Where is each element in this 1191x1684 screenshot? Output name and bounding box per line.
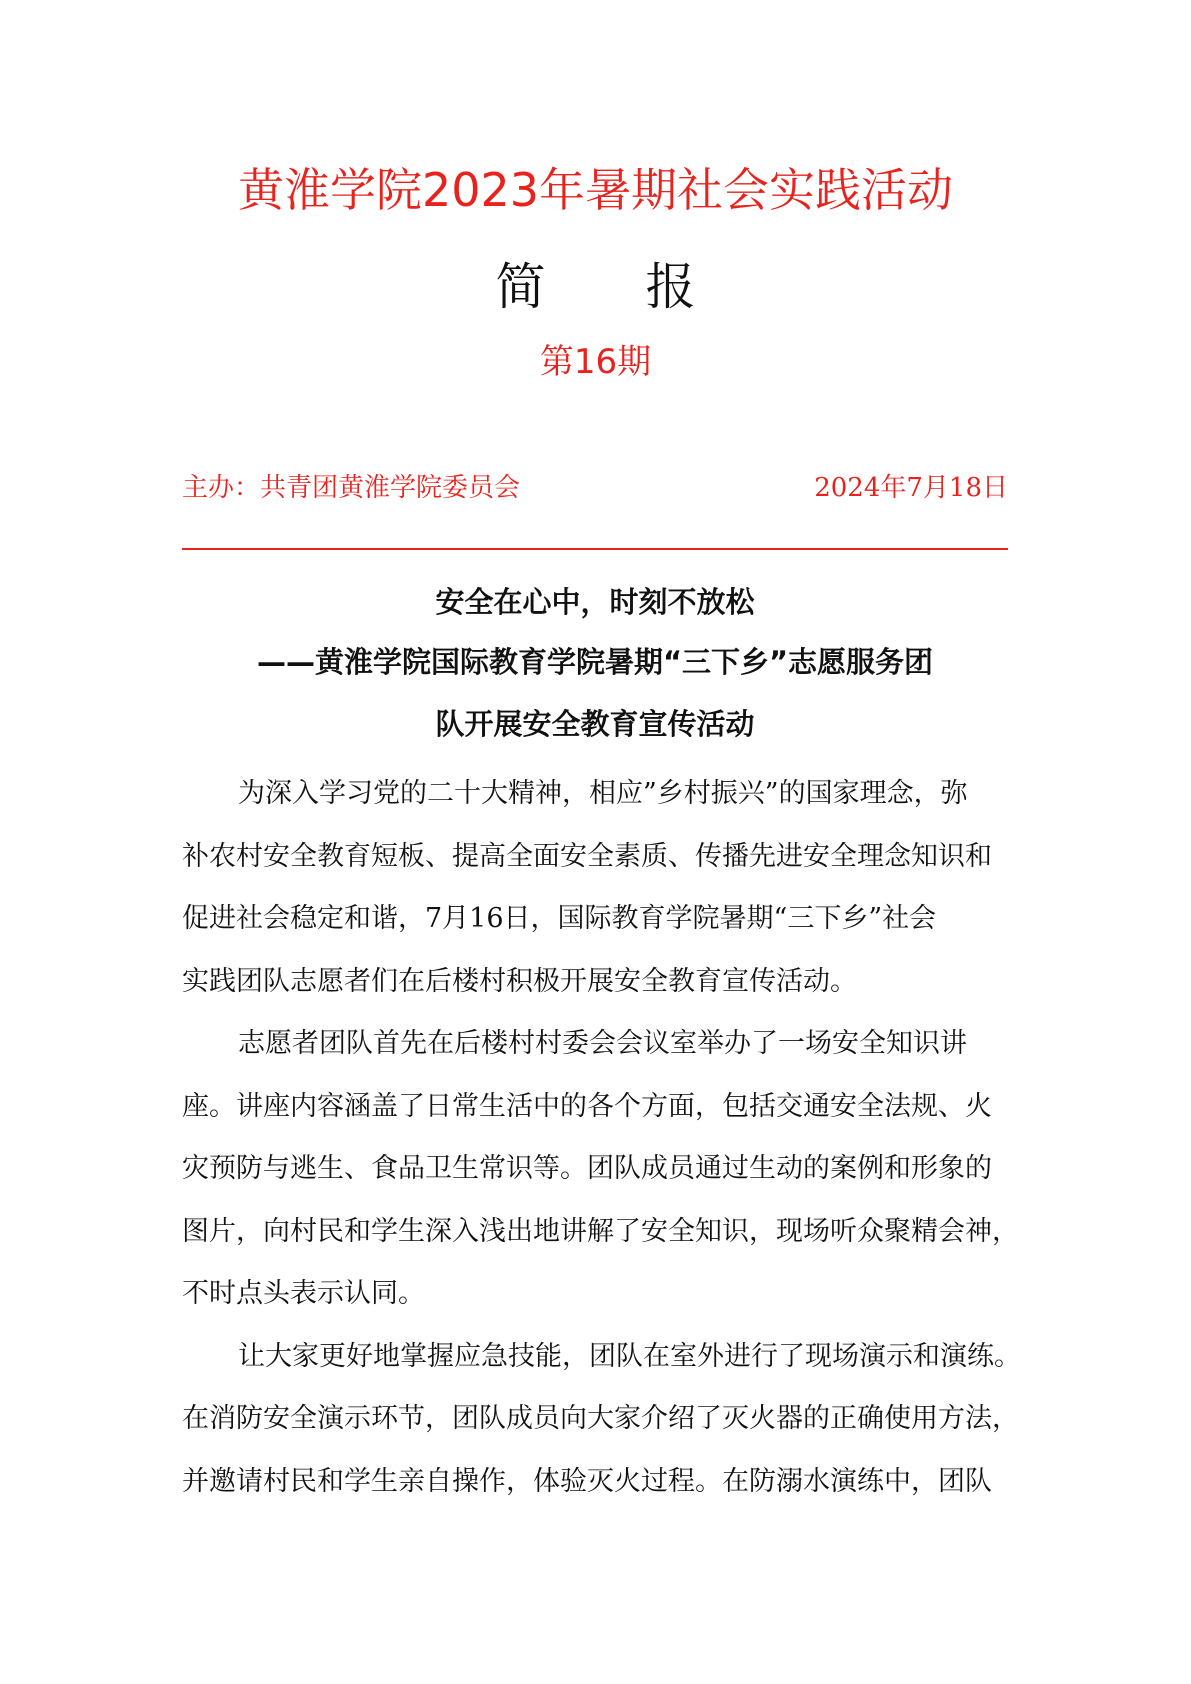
issue-number: 第16期 — [539, 342, 652, 382]
paragraph-line: 志愿者团队首先在后楼村村委会会议室举办了一场安全知识讲 — [238, 1028, 967, 1059]
paragraph-line: 在消防安全演示环节，团队成员向大家介绍了灭火器的正确使用方法， — [182, 1403, 1019, 1434]
paragraph-line: 促进社会稳定和谐，7月16日，国际教育学院暑期“三下乡”社会 — [182, 903, 937, 934]
paragraph-line: 实践团队志愿者们在后楼村积极开展安全教育宣传活动。 — [182, 965, 857, 997]
bulletin-title: 黄淮学院2023年暑期社会实践活动 — [237, 163, 954, 217]
article-body — [182, 763, 1022, 1513]
article-subtitle-line-1: ——黄淮学院国际教育学院暑期“三下乡”志愿服务团 — [256, 645, 934, 679]
paragraph-line: 座。讲座内容涵盖了日常生活中的各个方面，包括交通安全法规、火 — [182, 1090, 992, 1122]
red-divider — [182, 548, 1008, 550]
publish-date: 2024年7月18日 — [814, 473, 1008, 503]
paragraph-line: 图片，向村民和学生深入浅出地讲解了安全知识，现场听众聚精会神， — [182, 1215, 1019, 1247]
article-subtitle-line-2: 队开展安全教育宣传活动 — [435, 707, 755, 741]
organizer: 主办：共青团黄淮学院委员会 — [182, 473, 521, 503]
paragraph-line: 并邀请村民和学生亲自操作，体验灭火过程。在防溺水演练中，团队 — [182, 1465, 992, 1497]
paragraph-line: 为深入学习党的二十大精神，相应”乡村振兴”的国家理念，弥 — [238, 778, 968, 809]
article-title: 安全在心中，时刻不放松 — [435, 585, 755, 619]
paragraph-line: 灾预防与逃生、食品卫生常识等。团队成员通过生动的案例和形象的 — [182, 1153, 992, 1184]
paragraph-3 — [182, 1326, 1022, 1514]
paragraph-line: 补农村安全教育短板、提高全面安全素质、传播先进安全理念知识和 — [182, 840, 992, 872]
paragraph-1 — [182, 763, 1022, 1013]
bulletin-subtitle: 简 报 — [495, 258, 696, 316]
paragraph-line: 不时点头表示认同。 — [182, 1278, 425, 1309]
meta-row — [182, 470, 1008, 506]
paragraph-line: 让大家更好地掌握应急技能，团队在室外进行了现场演示和演练。 — [238, 1340, 1021, 1372]
paragraph-2 — [182, 1013, 1022, 1326]
